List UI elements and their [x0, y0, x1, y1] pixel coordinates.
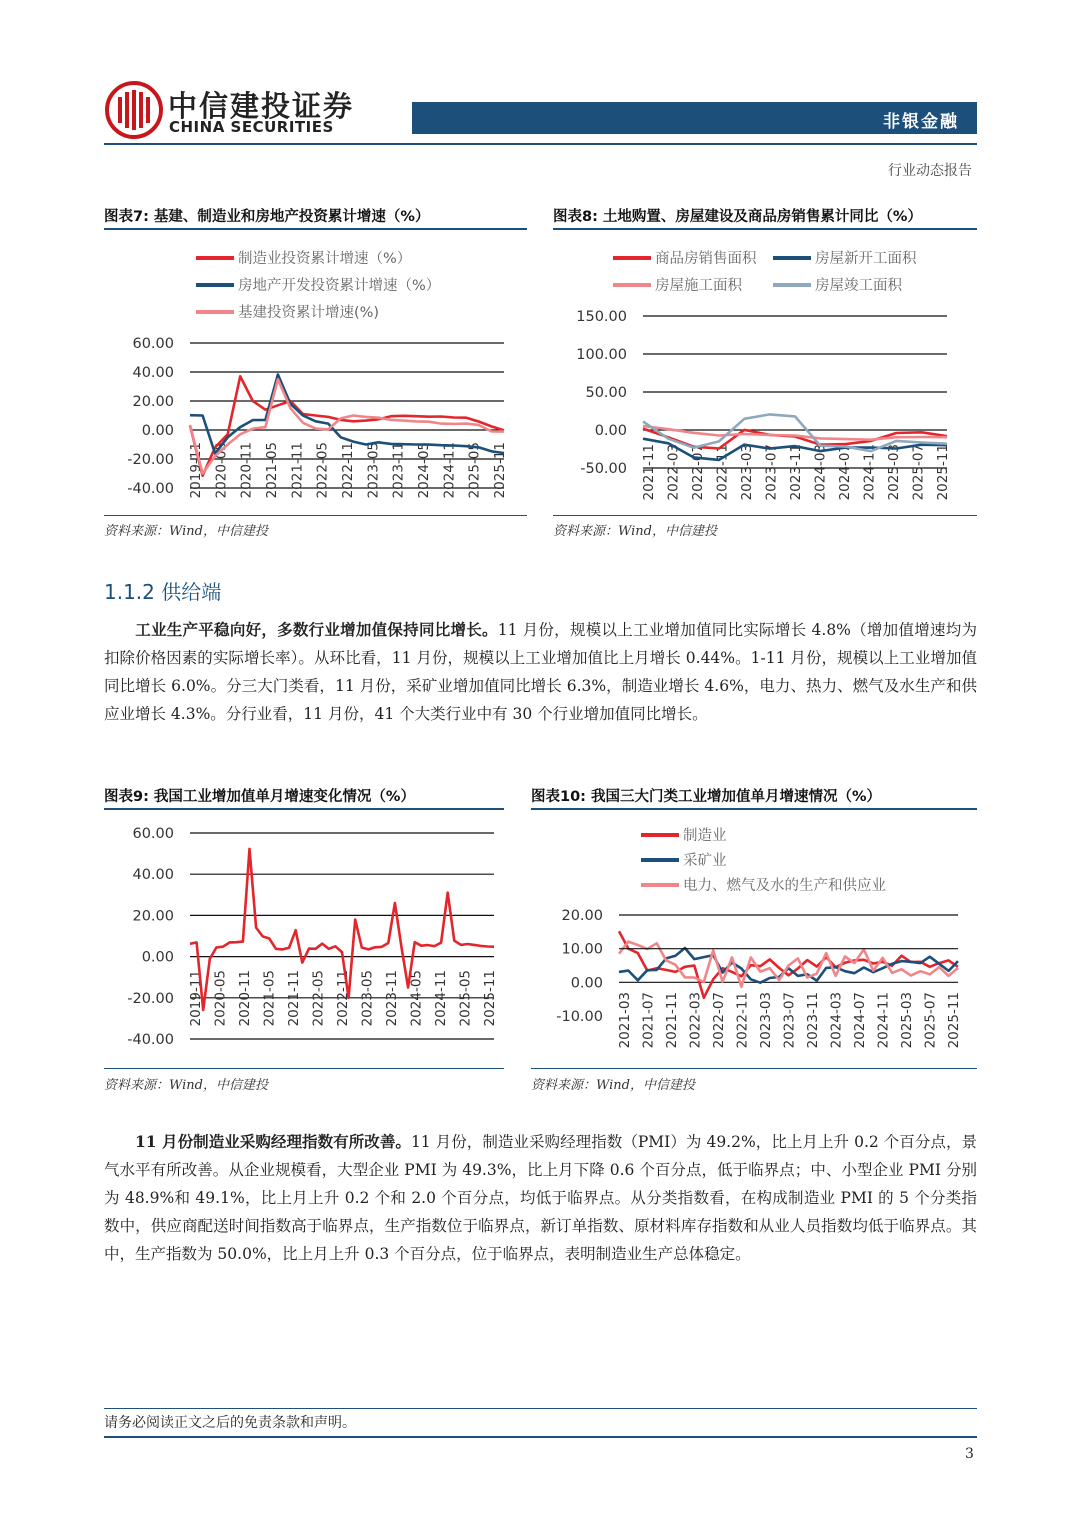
fig9-xtick-11: 2025-05	[457, 970, 474, 1027]
fig10-xtick-3: 2022-03	[687, 992, 704, 1049]
fig8-xtick-6: 2023-11	[788, 444, 804, 501]
fig7-ytick-2: 20.00	[132, 394, 174, 410]
fig9-xtick-6: 2022-11	[335, 970, 351, 1027]
fig7-xtick-6: 2022-11	[340, 442, 356, 499]
fig7-xtick-9: 2024-05	[416, 442, 432, 499]
fig9-xtick-9: 2024-05	[408, 970, 425, 1027]
fig7-ytick-0: 60.00	[132, 336, 174, 352]
paragraph-pmi	[104, 1128, 977, 1268]
fig7-xtick-11: 2025-05	[466, 442, 483, 499]
fig8-xtick-9: 2024-11	[861, 444, 878, 501]
fig10-xtick-9: 2024-03	[828, 992, 845, 1049]
fig10-svg	[531, 812, 977, 1064]
fig9-ytick-1: 40.00	[132, 867, 174, 884]
fig7-chart	[104, 232, 527, 512]
fig10-legend-label-1: 采矿业	[683, 853, 727, 869]
fig10-ytick-3: -10.00	[556, 1009, 603, 1025]
fig8-legend-label-2: 房屋施工面积	[655, 278, 742, 294]
fig7-ytick-3: 0.00	[141, 423, 174, 439]
footer-rule	[104, 1408, 977, 1409]
paragraph-lead: 工业生产平稳向好，多数行业增加值保持同比增长。	[135, 620, 498, 639]
fig9-xtick-2: 2020-11	[237, 970, 253, 1027]
fig10-xtick-1: 2021-07	[640, 992, 657, 1049]
brand-name-en: CHINA SECURITIES	[169, 118, 334, 136]
fig7-xtick-1: 2020-05	[213, 442, 230, 499]
footer-rule-thick	[104, 1436, 977, 1438]
header-divider	[104, 143, 977, 145]
fig9-ytick-5: -40.00	[127, 1032, 174, 1048]
fig9-xtick-7: 2023-05	[359, 970, 376, 1027]
fig9-xtick-10: 2024-11	[433, 970, 449, 1027]
fig10-ytick-0: 20.00	[561, 908, 603, 924]
fig8-legend-label-3: 房屋竣工面积	[815, 278, 902, 294]
report-type: 行业动态报告	[888, 163, 972, 179]
fig7-ytick-5: -40.00	[127, 481, 174, 497]
fig7-xtick-0: 2019-11	[188, 442, 204, 499]
fig10-legend-label-2: 电力、燃气及水的生产和供应业	[683, 878, 886, 894]
fig9-svg	[104, 812, 504, 1064]
fig8-xtick-0: 2021-11	[641, 444, 657, 501]
fig10-ytick-1: 10.00	[561, 941, 603, 958]
page-number: 3	[965, 1446, 974, 1462]
fig9-source: 资料来源：Wind，中信建投	[104, 1078, 268, 1093]
fig8-caption: 图表8: 土地购置、房屋建设及商品房销售累计同比（%）	[553, 209, 922, 225]
fig8-legend-label-1: 房屋新开工面积	[815, 251, 917, 267]
paragraph-lead: 11 月份制造业采购经理指数有所改善。	[135, 1132, 411, 1151]
fig9-caption: 图表9: 我国工业增加值单月增速变化情况（%）	[104, 789, 415, 805]
brand-name-cn: 中信建投证券	[168, 89, 355, 123]
fig7-caption: 图表7: 基建、制造业和房地产投资累计增速（%）	[104, 209, 430, 225]
fig9-xtick-8: 2023-11	[384, 970, 400, 1027]
paragraph-industrial-production	[104, 616, 977, 728]
fig10-xtick-5: 2022-11	[734, 992, 751, 1049]
fig7-legend-label-2: 基建投资累计增速(%)	[238, 305, 380, 321]
fig8-ytick-4: -50.00	[580, 461, 627, 477]
fig8-chart	[553, 232, 977, 512]
fig10-xtick-8: 2023-11	[805, 992, 821, 1049]
fig10-source-rule	[531, 1068, 977, 1069]
fig8-xtick-5: 2023-07	[763, 444, 780, 501]
fig9-xtick-5: 2022-05	[310, 970, 327, 1027]
fig7-xtick-10: 2024-11	[441, 442, 458, 499]
fig9-xtick-12: 2025-11	[482, 970, 498, 1027]
paragraph-body: 11 月份，制造业采购经理指数（PMI）为 49.2%，比上月上升 0.2 个百分点，景气水平有所改善。从企业规模看，大型企业 PMI 为 49.3%，比上月下降 0.6 个百分点，低于临界点；中、小型企业 PMI 分别为 48.9%和 49.1%，比上月上升 0.2 个和 2.0 个百分点，均低于临界点。从分类指数看，在构成制造业 PMI 的 5 个分类指数中，供应商配送时间指数高于临界点，生产指数位于临界点，新订单指数、原材料库存指数和从业人员指数均低于临界点。其中，生产指数为 50.0%，比上月上升 0.3 个百分点，位于临界点，表明制造业生产总体稳定。	[104, 1133, 978, 1263]
fig7-svg	[104, 232, 527, 512]
fig8-svg	[553, 232, 977, 512]
fig10-xtick-6: 2023-03	[758, 992, 774, 1049]
fig7-legend-label-1: 房地产开发投资累计增速（%）	[238, 278, 441, 294]
fig9-source-rule	[104, 1068, 504, 1069]
fig9-caption-rule	[104, 808, 504, 810]
fig10-ytick-2: 0.00	[570, 975, 603, 992]
fig8-xtick-1: 2022-03	[665, 444, 682, 501]
fig8-legend-label-0: 商品房销售面积	[655, 251, 757, 267]
company-logo	[104, 80, 164, 140]
fig9-xtick-3: 2021-05	[261, 970, 278, 1027]
fig8-ytick-0: 150.00	[576, 309, 627, 325]
fig8-xtick-3: 2022-11	[714, 444, 731, 501]
fig7-xtick-8: 2023-11	[390, 442, 407, 499]
fig9-xtick-4: 2021-11	[286, 970, 302, 1027]
sector-label: 非银金融	[883, 112, 959, 132]
fig10-xtick-10: 2024-07	[852, 992, 868, 1049]
fig7-xtick-4: 2021-11	[289, 442, 306, 499]
fig10-caption: 图表10: 我国三大门类工业增加值单月增速情况（%）	[531, 789, 882, 805]
fig10-chart	[531, 812, 977, 1064]
fig10-legend-label-0: 制造业	[683, 828, 727, 844]
fig7-source: 资料来源：Wind，中信建投	[104, 524, 268, 539]
fig10-source: 资料来源：Wind，中信建投	[531, 1078, 695, 1093]
fig7-xtick-2: 2020-11	[238, 442, 255, 499]
fig9-chart	[104, 812, 504, 1064]
fig7-ytick-1: 40.00	[132, 365, 174, 381]
fig10-xtick-11: 2024-11	[875, 992, 892, 1049]
fig8-ytick-1: 100.00	[576, 347, 627, 363]
footer-disclaimer: 请务必阅读正文之后的免责条款和声明。	[104, 1415, 356, 1431]
section-heading: 1.1.2 供给端	[104, 580, 222, 604]
fig7-xtick-12: 2025-11	[492, 442, 508, 499]
fig7-legend-label-0: 制造业投资累计增速（%）	[238, 251, 412, 267]
fig10-xtick-12: 2025-03	[899, 992, 915, 1049]
fig8-xtick-7: 2024-03	[812, 444, 829, 501]
fig8-xtick-12: 2025-11	[935, 444, 951, 501]
fig10-xtick-4: 2022-07	[711, 992, 727, 1049]
fig7-xtick-7: 2023-05	[365, 442, 382, 499]
fig9-ytick-0: 60.00	[132, 826, 174, 842]
fig7-xtick-3: 2021-05	[264, 442, 280, 499]
fig9-ytick-4: -20.00	[127, 990, 174, 1007]
fig8-ytick-3: 0.00	[594, 423, 627, 439]
fig10-xtick-2: 2021-11	[664, 992, 680, 1049]
fig7-caption-rule	[104, 228, 527, 230]
fig10-xtick-14: 2025-11	[946, 992, 962, 1049]
fig10-xtick-0: 2021-03	[617, 992, 633, 1049]
fig9-xtick-1: 2020-05	[212, 970, 229, 1027]
fig10-xtick-13: 2025-07	[922, 992, 939, 1049]
fig10-caption-rule	[531, 808, 977, 810]
fig10-xtick-7: 2023-07	[781, 992, 798, 1049]
fig9-ytick-3: 0.00	[141, 949, 174, 966]
sector-banner	[412, 102, 977, 134]
fig8-xtick-2: 2022-07	[690, 444, 706, 501]
fig8-caption-rule	[553, 228, 977, 230]
fig7-source-rule	[104, 515, 527, 516]
fig8-xtick-10: 2025-03	[886, 444, 902, 501]
fig8-xtick-4: 2023-03	[739, 444, 755, 501]
fig9-xtick-0: 2019-11	[188, 970, 204, 1027]
fig8-source-rule	[553, 515, 977, 516]
fig9-ytick-2: 20.00	[132, 908, 174, 925]
fig7-ytick-4: -20.00	[127, 452, 174, 468]
paragraph-body: 11 月份，规模以上工业增加值同比实际增长 4.8%（增加值增速均为扣除价格因素的实际增长率）。从环比看，11 月份，规模以上工业增加值比上月增长 0.44%。1-11 月份，规模以上工业增加值同比增长 6.0%。分三大门类看，11 月份，采矿业增加值同比增长 6.3%，制造业增长 4.6%，电力、热力、燃气及水生产和供应业增长 4.3%。分行业看，11 月份，41 个大类行业中有 30 个行业增加值同比增长。	[104, 621, 977, 723]
fig7-xtick-5: 2022-05	[314, 442, 331, 499]
fig8-ytick-2: 50.00	[585, 385, 627, 401]
fig8-xtick-11: 2025-07	[910, 444, 927, 501]
fig8-xtick-8: 2024-07	[837, 444, 853, 501]
fig8-source: 资料来源：Wind，中信建投	[553, 524, 717, 539]
